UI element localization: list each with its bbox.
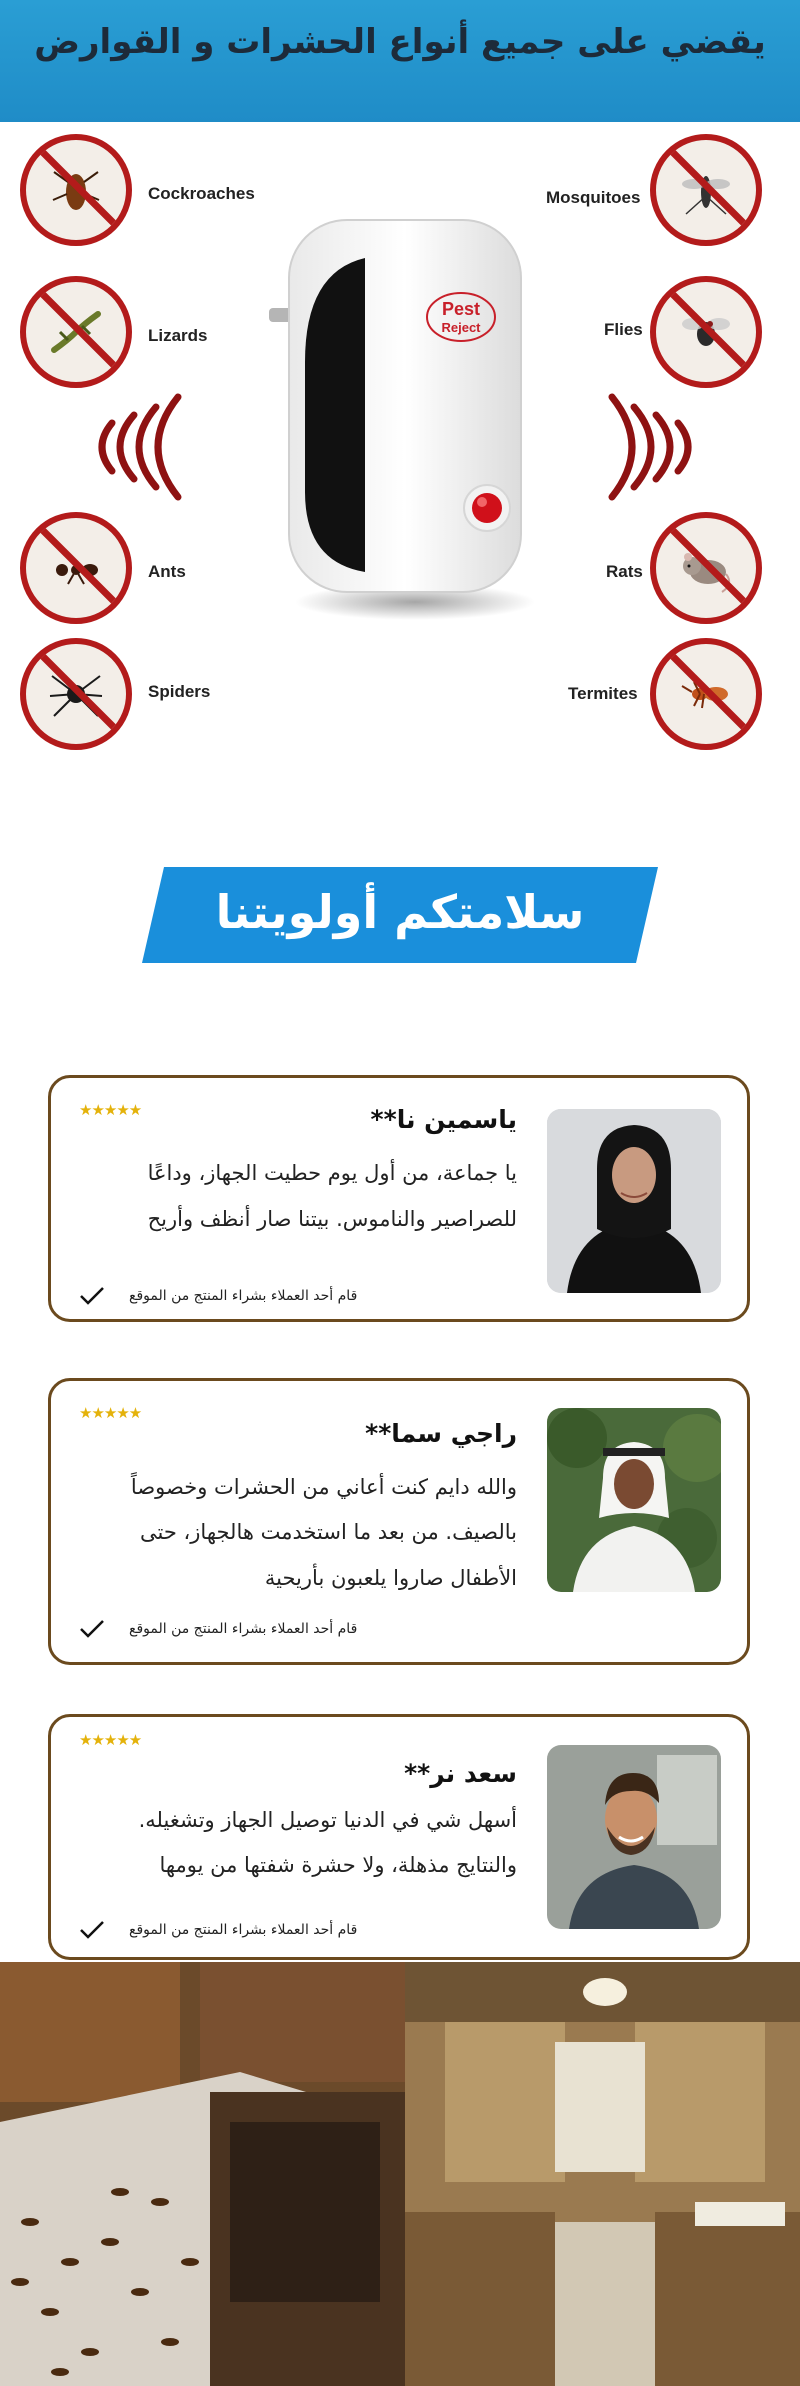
pest-label-mosquitoes: Mosquitoes [546, 188, 641, 207]
lizard-icon [20, 276, 132, 388]
pest-label-cockroaches: Cockroaches [148, 184, 255, 203]
purchase-note: قام أحد العملاء بشراء المنتج من الموقع [129, 1922, 358, 1938]
device-brand-line1: Pest [441, 299, 481, 319]
pest-reject-device [265, 212, 545, 622]
pest-label-spiders: Spiders [148, 682, 211, 701]
ant-icon [20, 512, 132, 624]
reviewer-name: سعد نر** [404, 1759, 517, 1788]
rating-stars: ★★★★★ [79, 1101, 142, 1119]
sound-wave-left-icon [78, 377, 188, 517]
review-text-line: أسهل شي في الدنيا توصيل الجهاز وتشغيله. [138, 1808, 517, 1832]
reviewer-name: راجي سما** [365, 1419, 517, 1448]
checkmark-icon [79, 1920, 105, 1940]
reviewer-name: ياسمين نا** [370, 1105, 517, 1134]
purchase-note: قام أحد العملاء بشراء المنتج من الموقع [129, 1621, 358, 1637]
sound-wave-right-icon [602, 377, 712, 517]
purchase-note: قام أحد العملاء بشراء المنتج من الموقع [129, 1288, 358, 1304]
banner-title: يقضي على جميع أنواع الحشرات و القوارض [34, 22, 766, 62]
infested-kitchen-image [0, 1962, 405, 2386]
fly-icon [650, 276, 762, 388]
avatar [547, 1745, 721, 1929]
checkmark-icon [79, 1619, 105, 1639]
checkmark-icon [79, 1286, 105, 1306]
pest-label-termites: Termites [568, 684, 638, 703]
review-card [48, 1075, 750, 1322]
avatar [547, 1408, 721, 1592]
review-text-line: يا جماعة، من أول يوم حطيت الجهاز، وداعًا [147, 1161, 517, 1185]
avatar [547, 1109, 721, 1293]
slogan-text: سلامتكم أولويتنا [215, 885, 585, 939]
mosquito-icon [650, 134, 762, 246]
rat-icon [650, 512, 762, 624]
pest-label-lizards: Lizards [148, 326, 208, 345]
spider-icon [20, 638, 132, 750]
pest-label-flies: Flies [604, 320, 643, 339]
slogan-banner [142, 867, 658, 963]
rating-stars: ★★★★★ [79, 1731, 142, 1749]
review-text-line: للصراصير والناموس. بيتنا صار أنظف وأريح [147, 1207, 517, 1231]
clean-kitchen-image [405, 1962, 800, 2386]
cockroach-icon [20, 134, 132, 246]
rating-stars: ★★★★★ [79, 1404, 142, 1422]
termite-icon [650, 638, 762, 750]
review-text-line: بالصيف. من بعد ما استخدمت هالجهاز، حتى [140, 1520, 517, 1544]
review-text-line: الأطفال صاروا يلعبون بأريحية [264, 1566, 517, 1590]
review-card [48, 1378, 750, 1665]
pest-label-rats: Rats [606, 562, 643, 581]
pest-label-ants: Ants [148, 562, 186, 581]
review-text-line: والنتايج مذهلة، ولا حشرة شفتها من يومها [159, 1853, 517, 1877]
header-banner [0, 0, 800, 122]
device-brand-line2: Reject [441, 320, 481, 335]
review-card [48, 1714, 750, 1960]
review-text-line: والله دايم كنت أعاني من الحشرات وخصوصاً [130, 1475, 517, 1499]
